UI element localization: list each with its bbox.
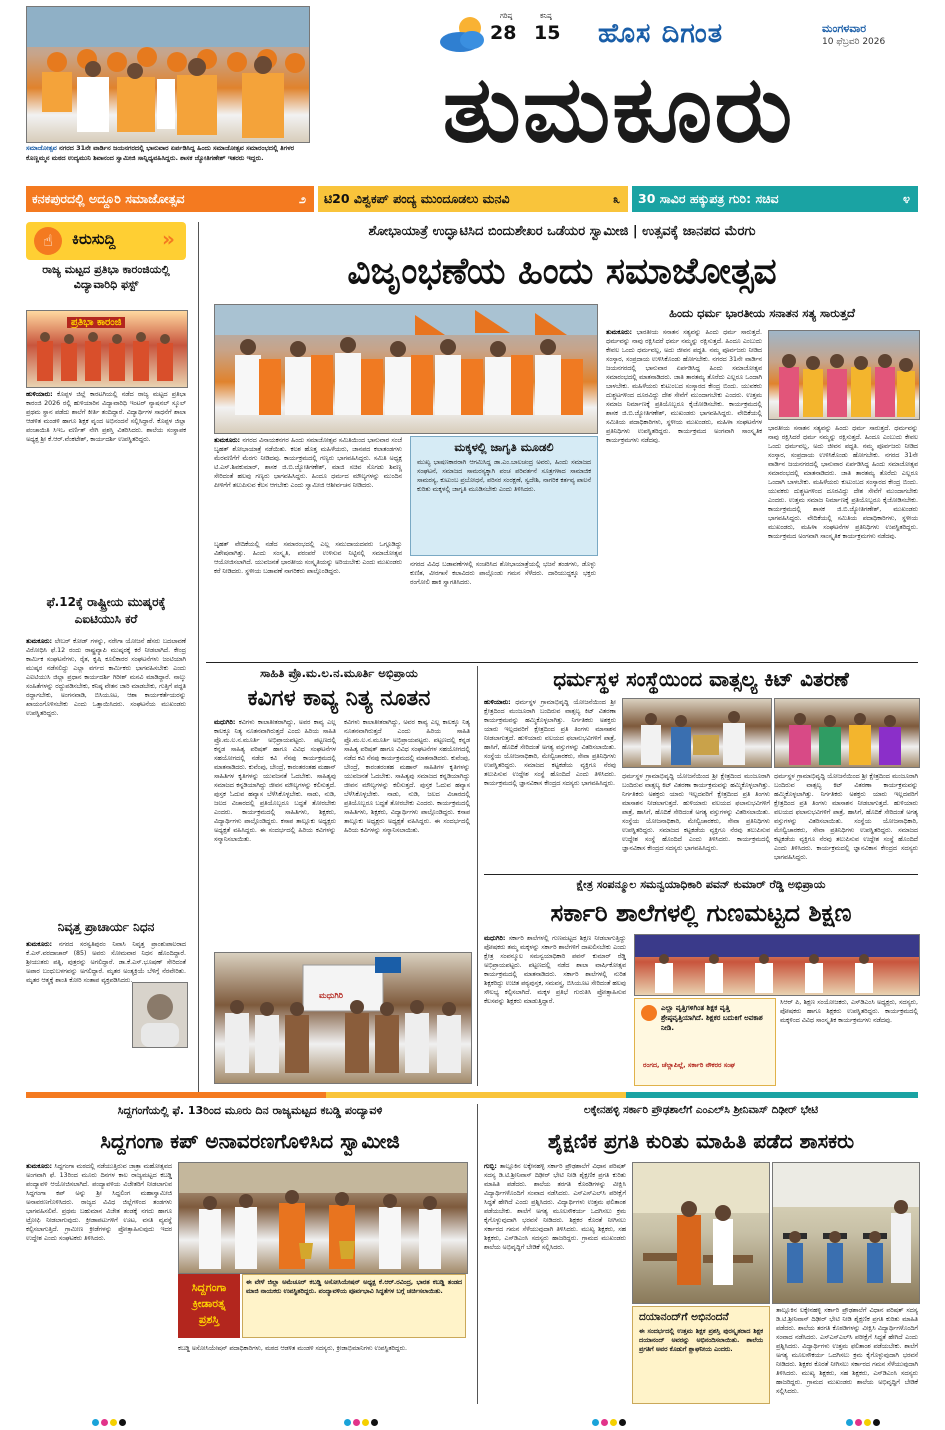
reg-dot-yellow-2 [362, 1419, 369, 1426]
visit-box-body: ಈ ಸಂದರ್ಭದಲ್ಲಿ ಉತ್ತಮ ಶಿಕ್ಷಕ ಪ್ರಶಸ್ತಿ ಪುರಸ್ಕೃತರಾದ ಶಿಕ್ಷಕ ದಯಾನಂದ್ ಅವರನ್ನು ಅಭಿನಂದಿಸಲಾಯಿತು. ಶಾಲೆಯ ಪ್ರಗತಿಗೆ ಅವರ ಕೊಡುಗೆ ಶ್ಲಾಘನೀಯ ಎಂದರು. [639, 1328, 763, 1353]
visit-body [484, 1162, 626, 1402]
reg-dot-yellow-4 [864, 1419, 871, 1426]
registration-marks-left [92, 1411, 128, 1430]
school-body-col2: ಸಿಆರ್ ಪಿ, ಶಿಕ್ಷಣ ಸಂಯೋಜಕರು, ಎಸ್‌ಡಿಎಂಸಿ ಅಧ್ಯಕ್ಷರು, ಸದಸ್ಯರು, ಪೋಷಕರು ಹಾಗೂ ಶಿಕ್ಷಕರು ಉಪಸ್ಥಿತರಿದ್ದರು. ಕಾರ್ಯಕ್ರಮದಲ್ಲಿ ಮಕ್ಕಳಿಂದ ವಿವಿಧ ಸಾಂಸ್ಕೃತಿಕ ಕಾರ್ಯಕ್ರಮಗಳು ನಡೆದವು. [780, 999, 918, 1024]
chevron-right-icon: » [162, 227, 175, 251]
top-caption-text: ನಗರದ 31ನೇ ವಾರ್ಡಿನ ಜಯನಗರದಲ್ಲಿ ಭಾನುವಾರ ಏರ್ಪಡಿಸಿದ್ದ ಹಿಂದು ಸಮಾಜೋತ್ಸವ ಸಮಾರಂಭದಲ್ಲಿ ತಿಗಳರ ಕೊಣ್ಣಮ್ಮನ ಮಠದ ಉದ್ಯಮುನಿ ಶಿವಾನಂದ ಸ್ವಾಮೀಜಿ ಸಾನ್ನಿಧ್ಯವಹಿಸಿದ್ದರು. ಶಾಸಕ ಜ್ಯೋತಿಗಣೇಶ್ ಇತರರು ಇದ್ದರು. [26, 144, 295, 162]
kiru-item2-headline: ಫೆ.12ಕ್ಕೆ ರಾಷ್ಟ್ರೀಯ ಮುಷ್ಕರಕ್ಕೆ ಎಐಟಿಯುಸಿ ಕರೆ [46, 595, 166, 626]
visit-dateline: ಗುಬ್ಬಿ: [484, 1163, 497, 1170]
trophy-unveiling-illustration [179, 1163, 467, 1273]
lead-headline: ವಿಜೃಂಭಣೆಯ ಹಿಂದು ಸಮಾಜೋತ್ಸವ [347, 251, 777, 292]
section-divider [206, 662, 918, 663]
ticker-item-3-page: ೪ [902, 191, 910, 206]
reg-dot-magenta-2 [353, 1419, 360, 1426]
visit-body-col2: ತಾಲ್ಲೂಕಿನ ಲಕ್ಕೇನಹಳ್ಳಿ ಸರ್ಕಾರಿ ಪ್ರೌಢಶಾಲೆಗೆ ವಿಧಾನ ಪರಿಷತ್ ಸದಸ್ಯ ಡಿ.ಟಿ.ಶ್ರೀನಿವಾಸ್ ದಿಢೀರ್ ಭೇಟಿ ನೀಡಿ ಶೈಕ್ಷಣಿಕ ಪ್ರಗತಿ ಕುರಿತು ಮಾಹಿತಿ ಪಡೆದರು. ಶಾಲೆಯ ತರಗತಿ ಕೊಠಡಿಗಳನ್ನು ವೀಕ್ಷಿಸಿ ವಿದ್ಯಾರ್ಥಿಗಳೊಂದಿಗೆ ಸಂವಾದ ನಡೆಸಿದರು. ಎಸ್‌ಎಸ್‌ಎಲ್‌ಸಿ ಪರೀಕ್ಷೆಗೆ ಸಿದ್ಧತೆ ಹೇಗಿದೆ ಎಂದು ಪ್ರಶ್ನಿಸಿದರು. ವಿದ್ಯಾರ್ಥಿಗಳು ಉತ್ತಮ ಫಲಿತಾಂಶ ಪಡೆಯಬೇಕು. ಶಾಲೆಗೆ ಅಗತ್ಯ ಮೂಲಸೌಕರ್ಯ ಒದಗಿಸಲು ಕ್ರಮ ಕೈಗೊಳ್ಳುವುದಾಗಿ ಭರವಸೆ ನೀಡಿದರು. ಶಿಕ್ಷಕರ ಕೊರತೆ ನೀಗಿಸಲು ಸರ್ಕಾರದ ಗಮನ ಸೆಳೆಯುವುದಾಗಿ ತಿಳಿಸಿದರು. ಮುಖ್ಯ ಶಿಕ್ಷಕರು, ಸಹ ಶಿಕ್ಷಕರು, ಎಸ್‌ಡಿಎಂಸಿ ಸದಸ್ಯರು ಹಾಜರಿದ್ದರು. ಗ್ರಾಮದ ಮುಖಂಡರು ಶಾಲೆಯ ಅಭಿವೃದ್ಧಿಗೆ ಬೇಡಿಕೆ ಸಲ್ಲಿಸಿದರು. [776, 1307, 918, 1395]
weather-widget [436, 12, 586, 56]
city-title: ತುಮಕೂರು [442, 56, 795, 163]
masthead-day: ಮಂಗಳವಾರ [822, 22, 867, 35]
poetry-photo [214, 952, 472, 1084]
siddaganga-body-col2: ಕಬಡ್ಡಿ ಅಸೋಸಿಯೇಷನ್ ಪದಾಧಿಕಾರಿಗಳು, ಮಠದ ಆಡಳಿತ ಮಂಡಳಿ ಸದಸ್ಯರು, ಕ್ರೀಡಾಭಿಮಾನಿಗಳು ಉಪಸ್ಥಿತರಿದ್ದರು. [178, 1345, 407, 1352]
weather-min-label: ಕನಿಷ್ಠ [540, 12, 552, 20]
ticker-item-1-page: ೨ [298, 191, 306, 206]
women-receiving-kit-illustration [775, 699, 919, 767]
reg-dot-magenta-3 [601, 1419, 608, 1426]
side-body [606, 328, 762, 658]
kit-handover-illustration [623, 699, 771, 767]
siddaganga-photo-caption: ಈ ವೇಳೆ ಜಿಲ್ಲಾ ಅಮೆಚೂರ್ ಕಬಡ್ಡಿ ಅಸೋಸಿಯೇಷನ್ ಅಧ್ಯಕ್ಷ ಕೆ.ಆರ್.ರವಿಂದ್ರ, ಭಾರತ ಕಬಡ್ಡಿ ತಂಡದ ಮಾಜಿ ನಾಯಕರು ಉಪಸ್ಥಿತರಿದ್ದರು. ಪಂದ್ಯಾವಳಿಯ ಪೂರ್ವಭಾವಿ ಸಿದ್ಧತೆಗಳ ಬಗ್ಗೆ ಚರ್ಚಿಸಲಾಯಿತು. [242, 1274, 466, 1338]
siddaganga-headline: ಸಿದ್ದಗಂಗಾ ಕಪ್ ಅನಾವರಣಗೊಳಿಸಿದ ಸ್ವಾಮೀಜಿ [100, 1129, 400, 1153]
dharmasthala-photo-2 [774, 698, 920, 768]
portrait-icon [133, 983, 187, 1047]
school-body-text: ಸರ್ಕಾರಿ ಶಾಲೆಗಳಲ್ಲಿ ಗುಣಮಟ್ಟದ ಶಿಕ್ಷಣ ನೀಡಲಾಗುತ್ತಿದ್ದು ಪೋಷಕರು ತಮ್ಮ ಮಕ್ಕಳನ್ನು ಸರ್ಕಾರಿ ಶಾಲೆಗಳಿಗೆ ದಾಖಲಿಸಬೇಕು ಎಂದು ಕ್ಷೇತ್ರ ಸಂಪನ್ಮೂಲ ಸಮನ್ವಯಾಧಿಕಾರಿ ಪವನ್ ಕುಮಾರ್ ರೆಡ್ಡಿ ಅಭಿಪ್ರಾಯಪಟ್ಟರು. ಪಟ್ಟಣದಲ್ಲಿ ನಡೆದ ಶಾಲಾ ವಾರ್ಷಿಕೋತ್ಸವ ಕಾರ್ಯಕ್ರಮದಲ್ಲಿ ಮಾತನಾಡಿದರು. ಸರ್ಕಾರಿ ಶಾಲೆಗಳಲ್ಲಿ ನುರಿತ ಶಿಕ್ಷಕರಿದ್ದು ಉಚಿತ ಪಠ್ಯಪುಸ್ತಕ, ಸಮವಸ್ತ್ರ, ಬಿಸಿಯೂಟ ಸೇರಿದಂತೆ ಹಲವು ಸೌಲಭ್ಯ ಕಲ್ಪಿಸಲಾಗಿದೆ. ಮಕ್ಕಳ ಪ್ರತಿಭೆ ಗುರುತಿಸಿ ಪ್ರೋತ್ಸಾಹಿಸುವ ಕೆಲಸವನ್ನು ಶಿಕ್ಷಕರು ಮಾಡುತ್ತಿದ್ದಾರೆ. [484, 935, 626, 1005]
school-dateline: ಮಧುಗಿರಿ: [484, 935, 506, 942]
poetry-headline: ಕವಿಗಳ ಕಾವ್ಯ ನಿತ್ಯ ನೂತನ [247, 686, 431, 711]
kiru-item1-text: ಕೊಪ್ಪಳ ಜಿಲ್ಲೆ ಕಾರಟಗಿಯಲ್ಲಿ ನಡೆದ ರಾಜ್ಯ ಮಟ್ಟದ ಪ್ರತಿಭಾ ಕಾರಂಜಿ 2026 ರಲ್ಲಿ ಹುಳಿಯಾರಿನ ವಿದ್ಯಾವಾರಿಧಿ ಇಂಟರ್ ನ್ಯಾಷನಲ್ ಸ್ಕೂಲ್ ಪ್ರಥಮ ಸ್ಥಾನ ಪಡೆದು ಶಾಲೆಗೆ ಕೀರ್ತಿ ತಂದಿದ್ದಾರೆ. ವಿದ್ಯಾರ್ಥಿಗಳ ಸಾಧನೆಗೆ ಶಾಲಾ ಆಡಳಿತ ಮಂಡಳಿ ಹಾಗೂ ಶಿಕ್ಷಕ ವೃಂದ ಅಭಿನಂದನೆ ಸಲ್ಲಿಸಿದ್ದಾರೆ. ಕೊಪ್ಪಳ ಜಿಲ್ಲಾ ಪಂಚಾಯಿತಿ ಸಿಇಒ ವರ್ಣಿತ್ ನೇಗಿ ಪ್ರಶಸ್ತಿ ವಿತರಿಸಿದರು. ಶಾಲೆಯ ಸಂಸ್ಥಾಪಕ ಅಧ್ಯಕ್ಷ ಶ್ರೀ ಕೆ.ಆರ್.ವೆಂಕಟೇಶ್, ಕಾರ್ಯದರ್ಶಿ ಉಪಸ್ಥಿತರಿದ್ದರು. [26, 391, 186, 443]
paper-name-logo: ಹೊಸ ದಿಗಂತ [598, 18, 724, 49]
ticker-item-1[interactable] [26, 186, 314, 212]
procession-illustration [215, 305, 597, 433]
poetry-dateline: ಮಧುಗಿರಿ: [214, 719, 236, 726]
lead-body-col3: ನಗರದ ವಿವಿಧ ಬಡಾವಣೆಗಳಲ್ಲಿ ಸಂಚರಿಸಿದ ಶೋಭಾಯಾತ್ರೆಯಲ್ಲಿ ಭಜನೆ ತಂಡಗಳು, ಡೊಳ್ಳು ಕುಣಿತ, ವೀರಗಾಸೆ ಕಲಾವಿದರು ಪಾಲ್ಗೊಂಡು ಗಮನ ಸೆಳೆದರು. ದಾರಿಯುದ್ದಕ್ಕೂ ಭಕ್ತರು ರಂಗೋಲಿ ಹಾಕಿ ಸ್ವಾಗತಿಸಿದರು. [410, 561, 596, 586]
kiru-item2-dateline: ತುಮಕೂರು: [26, 638, 53, 645]
reg-dot-magenta [101, 1419, 108, 1426]
lead-kicker: ಶೋಭಾಯಾತ್ರೆ ಉದ್ಘಾಟಿಸಿದ ಬಿಂದುಶೇಖರ ಒಡೆಯರ ಸ್ವಾಮೀಜಿ | ಉತ್ಸವಕ್ಕೆ ಜಾನಪದ ಮೆರಗು [368, 224, 756, 239]
school-photo [634, 934, 920, 996]
lead-info-box-body: ಮುಖ್ಯ ಭಾಷಣಕಾರರಾಗಿ ಆಗಮಿಸಿದ್ದ ಡಾ.ಎಂ.ಬಾಲಚಂದ್ರ ಅವರು, ಹಿಂದು ಸಮಾಜದ ಸಂಘಟನೆ, ಸಮಾಜದ ಸಾಮರಸ್ಯಕ್ಕಾಗಿ ಪಂಚ ಪರಿವರ್ತನೆ ಸೂತ್ರಗಳಾದ ಸಾಮಾಜಿಕ ಸಾಮರಸ್ಯ, ಕುಟುಂಬ ಪ್ರಬೋಧನೆ, ಪರಿಸರ ಸಂರಕ್ಷಣೆ, ಸ್ವದೇಶಿ, ನಾಗರಿಕ ಕರ್ತವ್ಯ ಪಾಲನೆ ಕುರಿತು ಮಕ್ಕಳಲ್ಲಿ ಜಾಗೃತಿ ಮೂಡಿಸಬೇಕು ಎಂದು ತಿಳಿಸಿದರು. [417, 459, 591, 493]
weather-max-value: 28 [490, 22, 517, 44]
siddaganga-label-3: ಪ್ರಶಸ್ತಿ [198, 1313, 220, 1326]
women-group-illustration [769, 331, 919, 419]
heart-logo-icon [641, 1005, 657, 1021]
students-classroom-illustration [773, 1163, 919, 1303]
siddaganga-body [26, 1162, 172, 1402]
poetry-body-text: ಕವಿಗಳು ಕಾಲಾತೀತರಾಗಿದ್ದು, ಅವರ ಕಾವ್ಯ ಎಲ್ಲ ಕಾಲಕ್ಕೂ ನಿತ್ಯ ನೂತನವಾಗಿರುತ್ತದೆ ಎಂದು ಹಿರಿಯ ಸಾಹಿತಿ ಪ್ರೊ.ಮ.ಲ.ನ.ಮೂರ್ತಿ ಅಭಿಪ್ರಾಯಪಟ್ಟರು. ಪಟ್ಟಣದಲ್ಲಿ ಕನ್ನಡ ಸಾಹಿತ್ಯ ಪರಿಷತ್ ಹಾಗೂ ವಿವಿಧ ಸಂಘಟನೆಗಳ ಸಹಯೋಗದಲ್ಲಿ ನಡೆದ ಕವಿ ನೆನಪು ಕಾರ್ಯಕ್ರಮದಲ್ಲಿ ಮಾತನಾಡಿದರು. ಕುವೆಂಪು, ಬೇಂದ್ರೆ, ಕಾರಂತರಂತಹ ಮಹಾನ್ ಸಾಹಿತಿಗಳ ಕೃತಿಗಳನ್ನು ಯುವಜನತೆ ಓದಬೇಕು. ಸಾಹಿತ್ಯವು ಸಮಾಜದ ಕನ್ನಡಿಯಾಗಿದ್ದು ಜೀವನ ಮೌಲ್ಯಗಳನ್ನು ಕಲಿಸುತ್ತದೆ. ಪುಸ್ತಕ ಓದುವ ಹವ್ಯಾಸ ಬೆಳೆಸಿಕೊಳ್ಳಬೇಕು. ನಾಡು, ನುಡಿ, ಜಲದ ವಿಚಾರದಲ್ಲಿ ಪ್ರತಿಯೊಬ್ಬರೂ ಬದ್ಧತೆ ತೋರಬೇಕು ಎಂದರು. ಕಾರ್ಯಕ್ರಮದಲ್ಲಿ ಸಾಹಿತಿಗಳು, ಶಿಕ್ಷಕರು, ವಿದ್ಯಾರ್ಥಿಗಳು ಪಾಲ್ಗೊಂಡಿದ್ದರು. ಕಸಾಪ ತಾಲ್ಲೂಕು ಅಧ್ಯಕ್ಷರು ಅಧ್ಯಕ್ಷತೆ ವಹಿಸಿದ್ದರು. ಈ ಸಂದರ್ಭದಲ್ಲಿ ಹಿರಿಯ ಕವಿಗಳನ್ನು ಸನ್ಮಾನಿಸಲಾಯಿತು. [214, 719, 336, 843]
siddaganga-label-1: ಸಿದ್ದಗಂಗಾ [191, 1281, 227, 1294]
reg-dot-cyan-4 [846, 1419, 853, 1426]
reg-dot-black-2 [371, 1419, 378, 1426]
school-ad-box [634, 998, 776, 1086]
ticker-item-3-text: 30 ಸಾವಿರ ಹಕ್ಕುಪತ್ರ ಗುರಿ: ಸಚಿವ [638, 191, 779, 206]
kiru-item3-text: ನಗರದ ಸರಸ್ವತಿಪುರಂ ನಿವಾಸಿ ನಿವೃತ್ತ ಪ್ರಾಂಶುಪಾಲರಾದ ಕೆ.ಎಸ್.ವರದಾಚಾರ್ (85) ಅವರು ಸೋಮವಾರ ನಿಧನ ಹೊಂದಿದ್ದಾರೆ. ಶ್ರೀಯುತರು ಪತ್ನಿ, ಪುತ್ರರನ್ನು ಅಗಲಿದ್ದಾರೆ. ಡಾ.ಕೆ.ಎಸ್.ಭೂಷಣ್ ಸೇರಿದಂತೆ ಅಪಾರ ಬಂಧುಬಳಗವನ್ನು ಅಗಲಿದ್ದಾರೆ. ಮೃತರ ಅಂತ್ಯಕ್ರಿಯೆ ಬೆಳಿಗ್ಗೆ ನೆರವೇರಿತು. ಮೃತರ ಆತ್ಮಕ್ಕೆ ಶಾಂತಿ ಕೋರಿ ಸಂತಾಪ ವ್ಯಕ್ತಪಡಿಸಿದರು. [26, 941, 186, 984]
registration-marks-right [592, 1411, 628, 1430]
kiru-item2-text: ಲೇಬರ್ ಕೋಡ್ ಗಳನ್ನು, ನರೇಗಾ ಯೋಜನೆ ಹೆಸರು ಬದಲಾವಣೆ ವಿರೋಧಿಸಿ ಫೆ.12 ರಂದು ರಾಷ್ಟ್ರವ್ಯಾಪಿ ಮುಷ್ಕರಕ್ಕೆ ಕರೆ ನೀಡಲಾಗಿದೆ. ಕೇಂದ್ರ ಕಾರ್ಮಿಕ ಸಂಘಟನೆಗಳು, ರೈತ, ಕೃಷಿ ಕೂಲಿಕಾರರ ಸಂಘಟನೆಗಳು ಜಂಟಿಯಾಗಿ ಮುಷ್ಕರ ನಡೆಸಲಿದ್ದು ಎಲ್ಲಾ ವರ್ಗದ ಕಾರ್ಮಿಕರು ಭಾಗವಹಿಸಬೇಕು ಎಂದು ಎಐಟಿಯುಸಿ ಜಿಲ್ಲಾ ಪ್ರಧಾನ ಕಾರ್ಯದರ್ಶಿ ಗಿರೀಶ್ ಮನವಿ ಮಾಡಿದ್ದಾರೆ. ನಾಲ್ಕು ಸಂಹಿತೆಗಳನ್ನು ರದ್ದುಪಡಿಸಬೇಕು, ಕನಿಷ್ಠ ವೇತನ ಜಾರಿ ಮಾಡಬೇಕು, ಗುತ್ತಿಗೆ ಪದ್ಧತಿ ರದ್ದಾಗಬೇಕು, ಅಂಗನವಾಡಿ, ಬಿಸಿಯೂಟ, ಆಶಾ ಕಾರ್ಯಕರ್ತೆಯರನ್ನು ಖಾಯಂಗೊಳಿಸಬೇಕು ಎಂದು ಒತ್ತಾಯಿಸಿದರು. ಸಂಘಟನೆಯ ಮುಖಂಡರು ಉಪಸ್ಥಿತರಿದ್ದರು. [26, 638, 186, 717]
color-bar-orange [26, 1092, 326, 1098]
visit-kicker: ಲಕ್ಕೇನಹಳ್ಳಿ ಸರ್ಕಾರಿ ಪ್ರೌಢಶಾಲೆಗೆ ಎಂಎಲ್‌ಸಿ ಶ್ರೀನಿವಾಸ್ ದಿಢೀರ್ ಭೇಟಿ [583, 1104, 819, 1116]
column-divider-3 [477, 1104, 478, 1404]
ticker-item-2-page: ೩ [612, 191, 620, 206]
weather-cloud-sun-icon [436, 14, 492, 54]
color-bar-teal [626, 1092, 918, 1098]
visit-photo-1 [632, 1162, 770, 1304]
ticker-item-1-text: ಕನಕಪುರದಲ್ಲಿ ಅದ್ದೂರಿ ಸಮಾಜೋತ್ಸವ [32, 191, 185, 206]
siddaganga-dateline: ತುಮಕೂರು: [26, 1163, 53, 1170]
dharmasthala-body-col3: ಧರ್ಮಸ್ಥಳ ಗ್ರಾಮಾಭಿವೃದ್ಧಿ ಯೋಜನೆಯಿಂದ ಶ್ರೀ ಕ್ಷೇತ್ರದಿಂದ ಮಂಜೂರಾಗಿ ಬಂದಿರುವ ವಾತ್ಸಲ್ಯ ಕಿಟ್ ವಿತರಣಾ ಕಾರ್ಯಕ್ರಮವನ್ನು ಹಮ್ಮಿಕೊಳ್ಳಲಾಗಿತ್ತು. ನಿರ್ಗತಿಕರು ಅಶಕ್ತರು ಯಾರು ಇಲ್ಲದವರಿಗೆ ಕ್ಷೇತ್ರದಿಂದ ಪ್ರತಿ ತಿಂಗಳು ಮಾಸಾಶನ ನೀಡಲಾಗುತ್ತದೆ. ಹುಳಿಯಾರು ವಲಯದ ಫಲಾನುಭವಿಗಳಿಗೆ ಪಾತ್ರೆ, ಹಾಸಿಗೆ, ಹೊದಿಕೆ ಸೇರಿದಂತೆ ಅಗತ್ಯ ವಸ್ತುಗಳನ್ನು ವಿತರಿಸಲಾಯಿತು. ಸಂಸ್ಥೆಯ ಯೋಜನಾಧಿಕಾರಿ, ಮೇಲ್ವಿಚಾರಕರು, ಸೇವಾ ಪ್ರತಿನಿಧಿಗಳು ಉಪಸ್ಥಿತರಿದ್ದರು. ಸಮಾಜದ ಕಟ್ಟಕಡೆಯ ವ್ಯಕ್ತಿಗೂ ನೆರವು ತಲುಪಿಸುವ ಉದ್ದೇಶ ಸಂಸ್ಥೆ ಹೊಂದಿದೆ ಎಂದು ತಿಳಿಸಿದರು. ಕಾರ್ಯಕ್ರಮದಲ್ಲಿ ಜ್ಞಾನವಿಕಾಸ ಕೇಂದ್ರದ ಸದಸ್ಯರು ಭಾಗವಹಿಸಿದ್ದರು. [774, 773, 918, 861]
lead-info-box [410, 436, 598, 556]
side-body-col2: ಭಾರತೀಯ ಸನಾತನ ಸತ್ಯವನ್ನು ಹಿಂದು ಧರ್ಮ ಸಾರುತ್ತದೆ. ಧರ್ಮವನ್ನು ನಾವು ರಕ್ಷಿಸಿದರೆ ಧರ್ಮ ನಮ್ಮನ್ನು ರಕ್ಷಿಸುತ್ತದೆ. ಹಿಂದೂ ಎಂಬುದು ಕೇವಲ ಒಂದು ಧರ್ಮವಲ್ಲ, ಅದು ಜೀವನ ಪದ್ಧತಿ. ನಮ್ಮ ಪೂರ್ವಜರು ನೀಡಿದ ಸಂಸ್ಕಾರ, ಸಂಪ್ರದಾಯ ಉಳಿಸಿಕೊಂಡು ಹೋಗಬೇಕು. ನಗರದ 31ನೇ ವಾರ್ಡಿನ ಜಯನಗರದಲ್ಲಿ ಭಾನುವಾರ ಏರ್ಪಡಿಸಿದ್ದ ಹಿಂದು ಸಮಾಜೋತ್ಸವ ಸಮಾರಂಭದಲ್ಲಿ ಮಾತನಾಡಿದರು. ಜಾತಿ ತಾರತಮ್ಯ ತೊರೆದು ಎಲ್ಲರೂ ಒಂದಾಗಿ ಬಾಳಬೇಕು. ಮಹಿಳೆಯರು ಕುಟುಂಬದ ಸಂಸ್ಕಾರದ ಕೇಂದ್ರ ಬಿಂದು. ಯುವಕರು ದುಶ್ಚಟಗಳಿಂದ ದೂರವಿದ್ದು ದೇಶ ಸೇವೆಗೆ ಮುಂದಾಗಬೇಕು ಎಂದರು. ಉತ್ತಮ ಸಮಾಜ ನಿರ್ಮಾಣಕ್ಕೆ ಪ್ರತಿಯೊಬ್ಬರೂ ಕೈಜೋಡಿಸಬೇಕು. ಕಾರ್ಯಕ್ರಮದಲ್ಲಿ ಶಾಸಕ ಜಿ.ಬಿ.ಜ್ಯೋತಿಗಣೇಶ್, ಮುಖಂಡರು ಭಾಗವಹಿಸಿದ್ದರು. ವೇದಿಕೆಯಲ್ಲಿ ಸಮಿತಿಯ ಪದಾಧಿಕಾರಿಗಳು, ಸ್ಥಳೀಯ ಮುಖಂಡರು, ಮಹಿಳಾ ಸಂಘಟನೆಗಳ ಪ್ರತಿನಿಧಿಗಳು ಉಪಸ್ಥಿತರಿದ್ದರು. ಕಾರ್ಯಕ್ರಮದ ಅಂಗವಾಗಿ ಸಾಂಸ್ಕೃತಿಕ ಕಾರ್ಯಕ್ರಮಗಳು ನಡೆದವು. [768, 425, 918, 540]
reg-dot-yellow [110, 1419, 117, 1426]
lead-body-col1-text: ನಗರದ ವಿನಾಯಕನಗರ ಹಿಂದು ಸಮಾಜೋತ್ಸವ ಸಮಿತಿಯಿಂದ ಭಾನುವಾರ ಸಂಜೆ ಬೃಹತ್ ಶೋಭಾಯಾತ್ರೆ ನಡೆಯಿತು. ಕಲಶ ಹೊತ್ತ ಮಹಿಳೆಯರು, ಜಾನಪದ ಕಲಾತಂಡಗಳು ಮೆರವಣಿಗೆಗೆ ಮೆರಗು ನೀಡಿದವು. ಕಾರ್ಯಕ್ರಮದಲ್ಲಿ ಗಣ್ಯರು ಭಾಗವಹಿಸಿದ್ದರು. ಸಮಿತಿ ಅಧ್ಯಕ್ಷ ಟಿ.ಎಸ್.ಶಿವಕುಮಾರ್, ಶಾಸಕ ಜಿ.ಬಿ.ಜ್ಯೋತಿಗಣೇಶ್, ಮಾಜಿ ಸಚಿವ ಸೊಗಡು ಶಿವಣ್ಣ ಸೇರಿದಂತೆ ಹಲವು ಗಣ್ಯರು ಭಾಗವಹಿಸಿದ್ದರು. ಹಿಂದೂ ಧರ್ಮದ ಮೌಲ್ಯಗಳನ್ನು ಮುಂದಿನ ಪೀಳಿಗೆಗೆ ತಲುಪಿಸುವ ಕೆಲಸ ಆಗಬೇಕು ಎಂದು ಸ್ವಾಮೀಜಿ ಆಶೀರ್ವಚನ ನೀಡಿದರು. [214, 437, 402, 489]
school-kicker: ಕ್ಷೇತ್ರ ಸಂಪನ್ಮೂಲ ಸಮನ್ವಯಾಧಿಕಾರಿ ಪವನ್ ಕುಮಾರ್ ರೆಡ್ಡಿ ಅಭಿಪ್ರಾಯ [576, 878, 826, 891]
lead-photo-crowd [26, 6, 310, 143]
weather-min-value: 15 [534, 22, 561, 44]
lead-photo-procession [214, 304, 598, 434]
kiru-item1-headline: ರಾಜ್ಯ ಮಟ್ಟದ ಪ್ರತಿಭಾ ಕಾರಂಜಿಯಲ್ಲಿ ವಿದ್ಯಾವಾರಿಧಿ ಫಸ್ಟ್ [42, 263, 170, 291]
obituary-photo [132, 982, 188, 1048]
column-divider [198, 222, 199, 1092]
poetry-body-col2: ಕವಿಗಳು ಕಾಲಾತೀತರಾಗಿದ್ದು, ಅವರ ಕಾವ್ಯ ಎಲ್ಲ ಕಾಲಕ್ಕೂ ನಿತ್ಯ ನೂತನವಾಗಿರುತ್ತದೆ ಎಂದು ಹಿರಿಯ ಸಾಹಿತಿ ಪ್ರೊ.ಮ.ಲ.ನ.ಮೂರ್ತಿ ಅಭಿಪ್ರಾಯಪಟ್ಟರು. ಪಟ್ಟಣದಲ್ಲಿ ಕನ್ನಡ ಸಾಹಿತ್ಯ ಪರಿಷತ್ ಹಾಗೂ ವಿವಿಧ ಸಂಘಟನೆಗಳ ಸಹಯೋಗದಲ್ಲಿ ನಡೆದ ಕವಿ ನೆನಪು ಕಾರ್ಯಕ್ರಮದಲ್ಲಿ ಮಾತನಾಡಿದರು. ಕುವೆಂಪು, ಬೇಂದ್ರೆ, ಕಾರಂತರಂತಹ ಮಹಾನ್ ಸಾಹಿತಿಗಳ ಕೃತಿಗಳನ್ನು ಯುವಜನತೆ ಓದಬೇಕು. ಸಾಹಿತ್ಯವು ಸಮಾಜದ ಕನ್ನಡಿಯಾಗಿದ್ದು ಜೀವನ ಮೌಲ್ಯಗಳನ್ನು ಕಲಿಸುತ್ತದೆ. ಪುಸ್ತಕ ಓದುವ ಹವ್ಯಾಸ ಬೆಳೆಸಿಕೊಳ್ಳಬೇಕು. ನಾಡು, ನುಡಿ, ಜಲದ ವಿಚಾರದಲ್ಲಿ ಪ್ರತಿಯೊಬ್ಬರೂ ಬದ್ಧತೆ ತೋರಬೇಕು ಎಂದರು. ಕಾರ್ಯಕ್ರಮದಲ್ಲಿ ಸಾಹಿತಿಗಳು, ಶಿಕ್ಷಕರು, ವಿದ್ಯಾರ್ಥಿಗಳು ಪಾಲ್ಗೊಂಡಿದ್ದರು. ಕಸಾಪ ತಾಲ್ಲೂಕು ಅಧ್ಯಕ್ಷರು ಅಧ್ಯಕ್ಷತೆ ವಹಿಸಿದ್ದರು. ಈ ಸಂದರ್ಭದಲ್ಲಿ ಹಿರಿಯ ಕವಿಗಳನ್ನು ಸನ್ಮಾನಿಸಲಾಯಿತು. [344, 719, 470, 834]
school-ad-org: ರಂಗದ, ಚೆಲ್ಲಾಪಿಲ್ಲೆ, ಸರ್ಕಾರಿ ನೌಕರರ ಸಂಘ [643, 1061, 735, 1069]
reg-dot-cyan-3 [592, 1419, 599, 1426]
side-dateline: ತುಮಕೂರು: [606, 329, 633, 336]
crowd-illustration [27, 7, 309, 142]
lead-info-box-title: ಮಕ್ಕಳಲ್ಲಿ ಜಾಗೃತಿ ಮೂಡಲಿ [454, 440, 554, 454]
reg-dot-yellow-3 [610, 1419, 617, 1426]
school-headline: ಸರ್ಕಾರಿ ಶಾಲೆಗಳಲ್ಲಿ ಗುಣಮಟ್ಟದ ಶಿಕ್ಷಣ [550, 899, 852, 927]
school-body [484, 934, 626, 1084]
color-bar [26, 1092, 918, 1098]
kiru-suddi-banner [26, 222, 186, 260]
poetry-kicker: ಸಾಹಿತಿ ಪ್ರೊ.ಮ.ಲ.ನ.ಮೂರ್ತಿ ಅಭಿಪ್ರಾಯ [260, 666, 418, 680]
dharmasthala-body [484, 698, 616, 870]
visit-box [632, 1306, 770, 1404]
hand-icon: ☝ [34, 227, 62, 255]
siddaganga-photo [178, 1162, 468, 1274]
school-stage-illustration [635, 935, 919, 995]
poetry-photo-sign: ಮಧುಗಿರಿ [319, 991, 343, 1000]
visit-photo-2 [772, 1162, 920, 1304]
weather-max-label: ಗರಿಷ್ಠ [500, 12, 513, 20]
reg-dot-black-3 [619, 1419, 626, 1426]
poetry-event-illustration [215, 953, 471, 1083]
poetry-body [214, 718, 336, 946]
kiru-item1-photo-banner: ಪ್ರತಿಭಾ ಕಾರಂಜಿ [67, 317, 125, 328]
top-caption-tag: ಸಮಾಜೋತ್ಸವ [26, 144, 57, 152]
visit-body-text: ತಾಲ್ಲೂಕಿನ ಲಕ್ಕೇನಹಳ್ಳಿ ಸರ್ಕಾರಿ ಪ್ರೌಢಶಾಲೆಗೆ ವಿಧಾನ ಪರಿಷತ್ ಸದಸ್ಯ ಡಿ.ಟಿ.ಶ್ರೀನಿವಾಸ್ ದಿಢೀರ್ ಭೇಟಿ ನೀಡಿ ಶೈಕ್ಷಣಿಕ ಪ್ರಗತಿ ಕುರಿತು ಮಾಹಿತಿ ಪಡೆದರು. ಶಾಲೆಯ ತರಗತಿ ಕೊಠಡಿಗಳನ್ನು ವೀಕ್ಷಿಸಿ ವಿದ್ಯಾರ್ಥಿಗಳೊಂದಿಗೆ ಸಂವಾದ ನಡೆಸಿದರು. ಎಸ್‌ಎಸ್‌ಎಲ್‌ಸಿ ಪರೀಕ್ಷೆಗೆ ಸಿದ್ಧತೆ ಹೇಗಿದೆ ಎಂದು ಪ್ರಶ್ನಿಸಿದರು. ವಿದ್ಯಾರ್ಥಿಗಳು ಉತ್ತಮ ಫಲಿತಾಂಶ ಪಡೆಯಬೇಕು. ಶಾಲೆಗೆ ಅಗತ್ಯ ಮೂಲಸೌಕರ್ಯ ಒದಗಿಸಲು ಕ್ರಮ ಕೈಗೊಳ್ಳುವುದಾಗಿ ಭರವಸೆ ನೀಡಿದರು. ಶಿಕ್ಷಕರ ಕೊರತೆ ನೀಗಿಸಲು ಸರ್ಕಾರದ ಗಮನ ಸೆಳೆಯುವುದಾಗಿ ತಿಳಿಸಿದರು. ಮುಖ್ಯ ಶಿಕ್ಷಕರು, ಸಹ ಶಿಕ್ಷಕರು, ಎಸ್‌ಡಿಎಂಸಿ ಸದಸ್ಯರು ಹಾಜರಿದ್ದರು. ಗ್ರಾಮದ ಮುಖಂಡರು ಶಾಲೆಯ ಅಭಿವೃದ್ಧಿಗೆ ಬೇಡಿಕೆ ಸಲ್ಲಿಸಿದರು. [484, 1163, 626, 1251]
lead-body-col2: ಬೃಹತ್ ವೇದಿಕೆಯಲ್ಲಿ ನಡೆದ ಸಮಾರಂಭದಲ್ಲಿ ಎಲ್ಲ ಸಮುದಾಯದವರು ಒಗ್ಗೂಡಿದ್ದು ವಿಶೇಷವಾಗಿತ್ತು. ಹಿಂದು ಸಂಸ್ಕೃತಿ, ಪರಂಪರೆ ಉಳಿಸುವ ನಿಟ್ಟಿನಲ್ಲಿ ಸಮಾಜೋತ್ಸವ ಆಯೋಜಿಸಲಾಗಿದೆ. ಯುವಜನತೆ ಭಾರತೀಯ ಸಂಸ್ಕೃತಿಯನ್ನು ಅರಿಯಬೇಕು ಎಂದು ಮುಖಂಡರು ಕರೆ ನೀಡಿದರು. ಸ್ಥಳೀಯ ಬಡಾವಣೆ ನಾಗರಿಕರು ಪಾಲ್ಗೊಂಡಿದ್ದರು. [214, 541, 402, 575]
reg-dot-black-4 [873, 1419, 880, 1426]
dharmasthala-body-text: ಧರ್ಮಸ್ಥಳ ಗ್ರಾಮಾಭಿವೃದ್ಧಿ ಯೋಜನೆಯಿಂದ ಶ್ರೀ ಕ್ಷೇತ್ರದಿಂದ ಮಂಜೂರಾಗಿ ಬಂದಿರುವ ವಾತ್ಸಲ್ಯ ಕಿಟ್ ವಿತರಣಾ ಕಾರ್ಯಕ್ರಮವನ್ನು ಹಮ್ಮಿಕೊಳ್ಳಲಾಗಿತ್ತು. ನಿರ್ಗತಿಕರು ಅಶಕ್ತರು ಯಾರು ಇಲ್ಲದವರಿಗೆ ಕ್ಷೇತ್ರದಿಂದ ಪ್ರತಿ ತಿಂಗಳು ಮಾಸಾಶನ ನೀಡಲಾಗುತ್ತದೆ. ಹುಳಿಯಾರು ವಲಯದ ಫಲಾನುಭವಿಗಳಿಗೆ ಪಾತ್ರೆ, ಹಾಸಿಗೆ, ಹೊದಿಕೆ ಸೇರಿದಂತೆ ಅಗತ್ಯ ವಸ್ತುಗಳನ್ನು ವಿತರಿಸಲಾಯಿತು. ಸಂಸ್ಥೆಯ ಯೋಜನಾಧಿಕಾರಿ, ಮೇಲ್ವಿಚಾರಕರು, ಸೇವಾ ಪ್ರತಿನಿಧಿಗಳು ಉಪಸ್ಥಿತರಿದ್ದರು. ಸಮಾಜದ ಕಟ್ಟಕಡೆಯ ವ್ಯಕ್ತಿಗೂ ನೆರವು ತಲುಪಿಸುವ ಉದ್ದೇಶ ಸಂಸ್ಥೆ ಹೊಂದಿದೆ ಎಂದು ತಿಳಿಸಿದರು. ಕಾರ್ಯಕ್ರಮದಲ್ಲಿ ಜ್ಞಾನವಿಕಾಸ ಕೇಂದ್ರದ ಸದಸ್ಯರು ಭಾಗವಹಿಸಿದ್ದರು. [484, 699, 616, 787]
kiru-item3-headline: ನಿವೃತ್ತ ಪ್ರಾಚಾರ್ಯ ನಿಧನ [57, 920, 155, 934]
reg-dot-black [119, 1419, 126, 1426]
dharmasthala-headline: ಧರ್ಮಸ್ಥಳ ಸಂಸ್ಥೆಯಿಂದ ವಾತ್ಸಲ್ಯ ಕಿಟ್ ವಿತರಣೆ [553, 667, 849, 691]
kiru-suddi-label: ಕಿರುಸುದ್ದಿ [72, 230, 116, 248]
side-body-text: ಭಾರತೀಯ ಸನಾತನ ಸತ್ಯವನ್ನು ಹಿಂದು ಧರ್ಮ ಸಾರುತ್ತದೆ. ಧರ್ಮವನ್ನು ನಾವು ರಕ್ಷಿಸಿದರೆ ಧರ್ಮ ನಮ್ಮನ್ನು ರಕ್ಷಿಸುತ್ತದೆ. ಹಿಂದೂ ಎಂಬುದು ಕೇವಲ ಒಂದು ಧರ್ಮವಲ್ಲ, ಅದು ಜೀವನ ಪದ್ಧತಿ. ನಮ್ಮ ಪೂರ್ವಜರು ನೀಡಿದ ಸಂಸ್ಕಾರ, ಸಂಪ್ರದಾಯ ಉಳಿಸಿಕೊಂಡು ಹೋಗಬೇಕು. ನಗರದ 31ನೇ ವಾರ್ಡಿನ ಜಯನಗರದಲ್ಲಿ ಭಾನುವಾರ ಏರ್ಪಡಿಸಿದ್ದ ಹಿಂದು ಸಮಾಜೋತ್ಸವ ಸಮಾರಂಭದಲ್ಲಿ ಮಾತನಾಡಿದರು. ಜಾತಿ ತಾರತಮ್ಯ ತೊರೆದು ಎಲ್ಲರೂ ಒಂದಾಗಿ ಬಾಳಬೇಕು. ಮಹಿಳೆಯರು ಕುಟುಂಬದ ಸಂಸ್ಕಾರದ ಕೇಂದ್ರ ಬಿಂದು. ಯುವಕರು ದುಶ್ಚಟಗಳಿಂದ ದೂರವಿದ್ದು ದೇಶ ಸೇವೆಗೆ ಮುಂದಾಗಬೇಕು ಎಂದರು. ಉತ್ತಮ ಸಮಾಜ ನಿರ್ಮಾಣಕ್ಕೆ ಪ್ರತಿಯೊಬ್ಬರೂ ಕೈಜೋಡಿಸಬೇಕು. ಕಾರ್ಯಕ್ರಮದಲ್ಲಿ ಶಾಸಕ ಜಿ.ಬಿ.ಜ್ಯೋತಿಗಣೇಶ್, ಮುಖಂಡರು ಭಾಗವಹಿಸಿದ್ದರು. ವೇದಿಕೆಯಲ್ಲಿ ಸಮಿತಿಯ ಪದಾಧಿಕಾರಿಗಳು, ಸ್ಥಳೀಯ ಮುಖಂಡರು, ಮಹಿಳಾ ಸಂಘಟನೆಗಳ ಪ್ರತಿನಿಧಿಗಳು ಉಪಸ್ಥಿತರಿದ್ದರು. ಕಾರ್ಯಕ್ರಮದ ಅಂಗವಾಗಿ ಸಾಂಸ್ಕೃತಿಕ ಕಾರ್ಯಕ್ರಮಗಳು ನಡೆದವು. [606, 329, 762, 444]
lead-dateline: ತುಮಕೂರು: [214, 437, 241, 444]
ticker-item-2[interactable] [318, 186, 628, 212]
siddaganga-label-2: ಕ್ರೀಡಾರತ್ನ [192, 1297, 226, 1310]
visit-headline: ಶೈಕ್ಷಣಿಕ ಪ್ರಗತಿ ಕುರಿತು ಮಾಹಿತಿ ಪಡೆದ ಶಾಸಕರು [547, 1129, 855, 1153]
kiru-item1-dateline: ಹುಳಿಯಾರು: [26, 391, 53, 398]
side-photo-women [768, 330, 920, 420]
siddaganga-body-text: ಸಿದ್ದಗಂಗಾ ಮಠದಲ್ಲಿ ನಡೆಯುತ್ತಿರುವ ಜಾತ್ರಾ ಮಹೋತ್ಸವದ ಅಂಗವಾಗಿ ಫೆ. 13ರಿಂದ ಮೂರು ದಿನಗಳ ಕಾಲ ರಾಜ್ಯಮಟ್ಟದ ಕಬಡ್ಡಿ ಪಂದ್ಯಾವಳಿ ಆಯೋಜಿಸಲಾಗಿದೆ. ಪಂದ್ಯಾವಳಿಯ ವಿಜೇತರಿಗೆ ನೀಡಲಾಗುವ ಸಿದ್ದಗಂಗಾ ಕಪ್ ಅನ್ನು ಶ್ರೀ ಸಿದ್ದಲಿಂಗ ಮಹಾಸ್ವಾಮೀಜಿ ಅನಾವರಣಗೊಳಿಸಿದರು. ರಾಜ್ಯದ ವಿವಿಧ ಜಿಲ್ಲೆಗಳಿಂದ ತಂಡಗಳು ಭಾಗವಹಿಸಲಿವೆ. ಪ್ರಥಮ ಬಹುಮಾನ ವಿಜೇತ ತಂಡಕ್ಕೆ ನಗದು ಹಾಗೂ ಟ್ರೋಫಿ ನೀಡಲಾಗುವುದು. ಕ್ರೀಡಾಪಟುಗಳಿಗೆ ಊಟ, ವಸತಿ ವ್ಯವಸ್ಥೆ ಕಲ್ಪಿಸಲಾಗುತ್ತಿದೆ. ಗ್ರಾಮೀಣ ಕ್ರೀಡೆಗಳನ್ನು ಪ್ರೋತ್ಸಾಹಿಸುವುದು ಇದರ ಉದ್ದೇಶ ಎಂದು ಸಂಘಟಕರು ತಿಳಿಸಿದರು. [26, 1163, 172, 1242]
ticker-item-3[interactable] [632, 186, 918, 212]
reg-dot-cyan [92, 1419, 99, 1426]
kiru-item1-body [26, 390, 186, 590]
school-ad-text: ಎಲ್ಲಾ ವೃತ್ತಿಗಳಿಗಿಂತ ಶಿಕ್ಷಕ ವೃತ್ತಿ ಶ್ರೇಷ್ಠವೃತ್ತಿಯಾಗಿದೆ. ಶಿಕ್ಷಕರ ಬದುಕಿಗೆ ಅವಕಾಶ ನೀಡಿ. [661, 1004, 763, 1032]
registration-marks-far-right [846, 1411, 882, 1430]
kiru-item3-dateline: ತುಮಕೂರು: [26, 941, 53, 948]
side-headline: ಹಿಂದು ಧರ್ಮ ಭಾರತೀಯ ಸನಾತನ ಸತ್ಯ ಸಾರುತ್ತದೆ [669, 306, 855, 320]
top-caption [26, 143, 308, 177]
masthead-date: 10 ಫೆಬ್ರವರಿ 2026 [822, 37, 886, 47]
kiru-item2-body [26, 637, 186, 915]
kiru-item1-photo [26, 310, 188, 388]
column-divider-2 [477, 666, 478, 1086]
dharmasthala-body-col2: ಧರ್ಮಸ್ಥಳ ಗ್ರಾಮಾಭಿವೃದ್ಧಿ ಯೋಜನೆಯಿಂದ ಶ್ರೀ ಕ್ಷೇತ್ರದಿಂದ ಮಂಜೂರಾಗಿ ಬಂದಿರುವ ವಾತ್ಸಲ್ಯ ಕಿಟ್ ವಿತರಣಾ ಕಾರ್ಯಕ್ರಮವನ್ನು ಹಮ್ಮಿಕೊಳ್ಳಲಾಗಿತ್ತು. ನಿರ್ಗತಿಕರು ಅಶಕ್ತರು ಯಾರು ಇಲ್ಲದವರಿಗೆ ಕ್ಷೇತ್ರದಿಂದ ಪ್ರತಿ ತಿಂಗಳು ಮಾಸಾಶನ ನೀಡಲಾಗುತ್ತದೆ. ಹುಳಿಯಾರು ವಲಯದ ಫಲಾನುಭವಿಗಳಿಗೆ ಪಾತ್ರೆ, ಹಾಸಿಗೆ, ಹೊದಿಕೆ ಸೇರಿದಂತೆ ಅಗತ್ಯ ವಸ್ತುಗಳನ್ನು ವಿತರಿಸಲಾಯಿತು. ಸಂಸ್ಥೆಯ ಯೋಜನಾಧಿಕಾರಿ, ಮೇಲ್ವಿಚಾರಕರು, ಸೇವಾ ಪ್ರತಿನಿಧಿಗಳು ಉಪಸ್ಥಿತರಿದ್ದರು. ಸಮಾಜದ ಕಟ್ಟಕಡೆಯ ವ್ಯಕ್ತಿಗೂ ನೆರವು ತಲುಪಿಸುವ ಉದ್ದೇಶ ಸಂಸ್ಥೆ ಹೊಂದಿದೆ ಎಂದು ತಿಳಿಸಿದರು. ಕಾರ್ಯಕ್ರಮದಲ್ಲಿ ಜ್ಞಾನವಿಕಾಸ ಕೇಂದ್ರದ ಸದಸ್ಯರು ಭಾಗವಹಿಸಿದ್ದರು. [622, 773, 770, 852]
section-divider-2 [484, 874, 918, 875]
color-bar-yellow [326, 1092, 626, 1098]
reg-dot-cyan-2 [344, 1419, 351, 1426]
visit-box-title: ದಯಾನಂದ್‌ಗೆ ಅಭಿನಂದನೆ [639, 1311, 729, 1323]
siddaganga-kicker: ಸಿದ್ದಗಂಗೆಯಲ್ಲಿ ಫೆ. 13ರಿಂದ ಮೂರು ದಿನ ರಾಜ್ಯಮಟ್ಟದ ಕಬಡ್ಡಿ ಪಂದ್ಯಾವಳಿ [117, 1104, 383, 1117]
registration-marks-center [344, 1411, 380, 1430]
dharmasthala-dateline: ಹುಳಿಯಾರು: [484, 699, 511, 706]
ticker-item-2-text: ಟಿ20 ವಿಶ್ವಕಪ್ ಪಂದ್ಯ ಮುಂದೂಡಲು ಮನವಿ [324, 191, 510, 206]
dharmasthala-photo-1 [622, 698, 772, 768]
reg-dot-magenta-4 [855, 1419, 862, 1426]
classroom-illustration [633, 1163, 769, 1303]
siddaganga-photo-label [178, 1274, 240, 1338]
